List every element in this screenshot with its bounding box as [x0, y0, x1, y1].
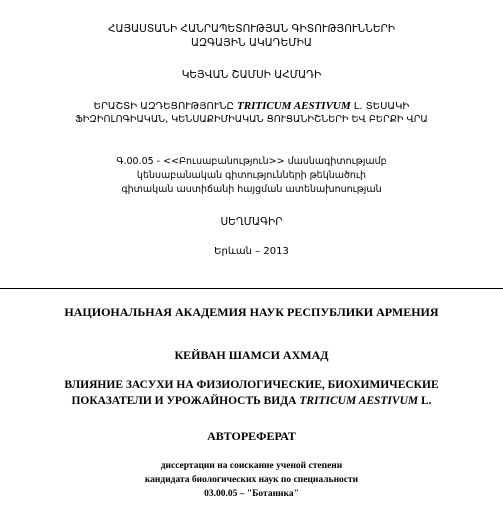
armenian-spec-line2: կենսաբանական գիտությունների թեկնածուի [136, 170, 367, 181]
russian-title-line2-post: L. [418, 395, 432, 407]
russian-title-line1: ВЛИЯНИЕ ЗАСУХИ НА ФИЗИОЛОГИЧЕСКИЕ, БИОХИМИЧЕСКИЕ [64, 379, 439, 391]
russian-doc-type: АВТОРЕФЕРАТ [207, 429, 296, 443]
armenian-spec-line1: Գ.00.05 - <<Բուսաբանություն>> մասնագիտությամբ [116, 156, 387, 167]
russian-spec-line2: кандидата биологических наук по специальности [144, 475, 359, 485]
armenian-place-year: Երևան – 2013 [214, 246, 289, 257]
armenian-title-species: TRITICUM AESTIVUM [237, 100, 351, 112]
armenian-academy-line2: ԱԶԳԱՅԻՆ ԱԿԱԴԵՄԻԱ [191, 37, 312, 49]
armenian-spec-line3: գիտական աստիճանի հայցման ատենախոսության [121, 184, 382, 195]
russian-title-line2 [0, 396, 503, 408]
russian-title-line2-pre: ПОКАЗАТЕЛИ И УРОЖАЙНОСТЬ ВИДА [71, 395, 300, 407]
russian-author: КЕЙВАН ШАМСИ АХМАД [174, 348, 329, 362]
russian-academy: НАЦИОНАЛЬНАЯ АКАДЕМИЯ НАУК РЕСПУБЛИКИ АРМЕНИЯ [64, 305, 439, 319]
armenian-title-line2: ՖԻԶԻՈԼՈԳԻԱԿԱՆ, ԿԵՆՍԱՔԻՄԻԱԿԱՆ ՑՈՒՑԱՆԻՇՆԵՐԻ ԵՎ ԲԵՐՔԻ ՎՐԱ [75, 114, 428, 125]
armenian-doc-type: ՍԵՂՄԱԳԻՐ [220, 216, 283, 228]
armenian-title-line1-post: L. ՏԵՍԱԿԻ [350, 101, 410, 112]
armenian-title-line1 [0, 101, 503, 112]
russian-spec-line1: диссертации на соискание ученой степени [160, 461, 343, 471]
armenian-author: ԿԵՅՎԱՆ ՇԱՄՍԻ ԱՀՄԱԴԻ [181, 69, 322, 81]
russian-title-species: TRITICUM AESTIVUM [299, 395, 419, 407]
section-divider [0, 288, 503, 289]
armenian-title-line1-pre: ԵՐԱՇՏԻ ԱԶԴԵՑՈՒԹՅՈՒՆԸ [93, 101, 238, 112]
armenian-academy-line1: ՀԱՅԱՍՏԱՆԻ ՀԱՆՐԱՊԵՏՈՒԹՅԱՆ ԳԻՏՈՒԹՅՈՒՆՆԵՐԻ [107, 23, 396, 35]
russian-spec-line3: 03.00.05 – "Ботаника" [204, 489, 299, 499]
